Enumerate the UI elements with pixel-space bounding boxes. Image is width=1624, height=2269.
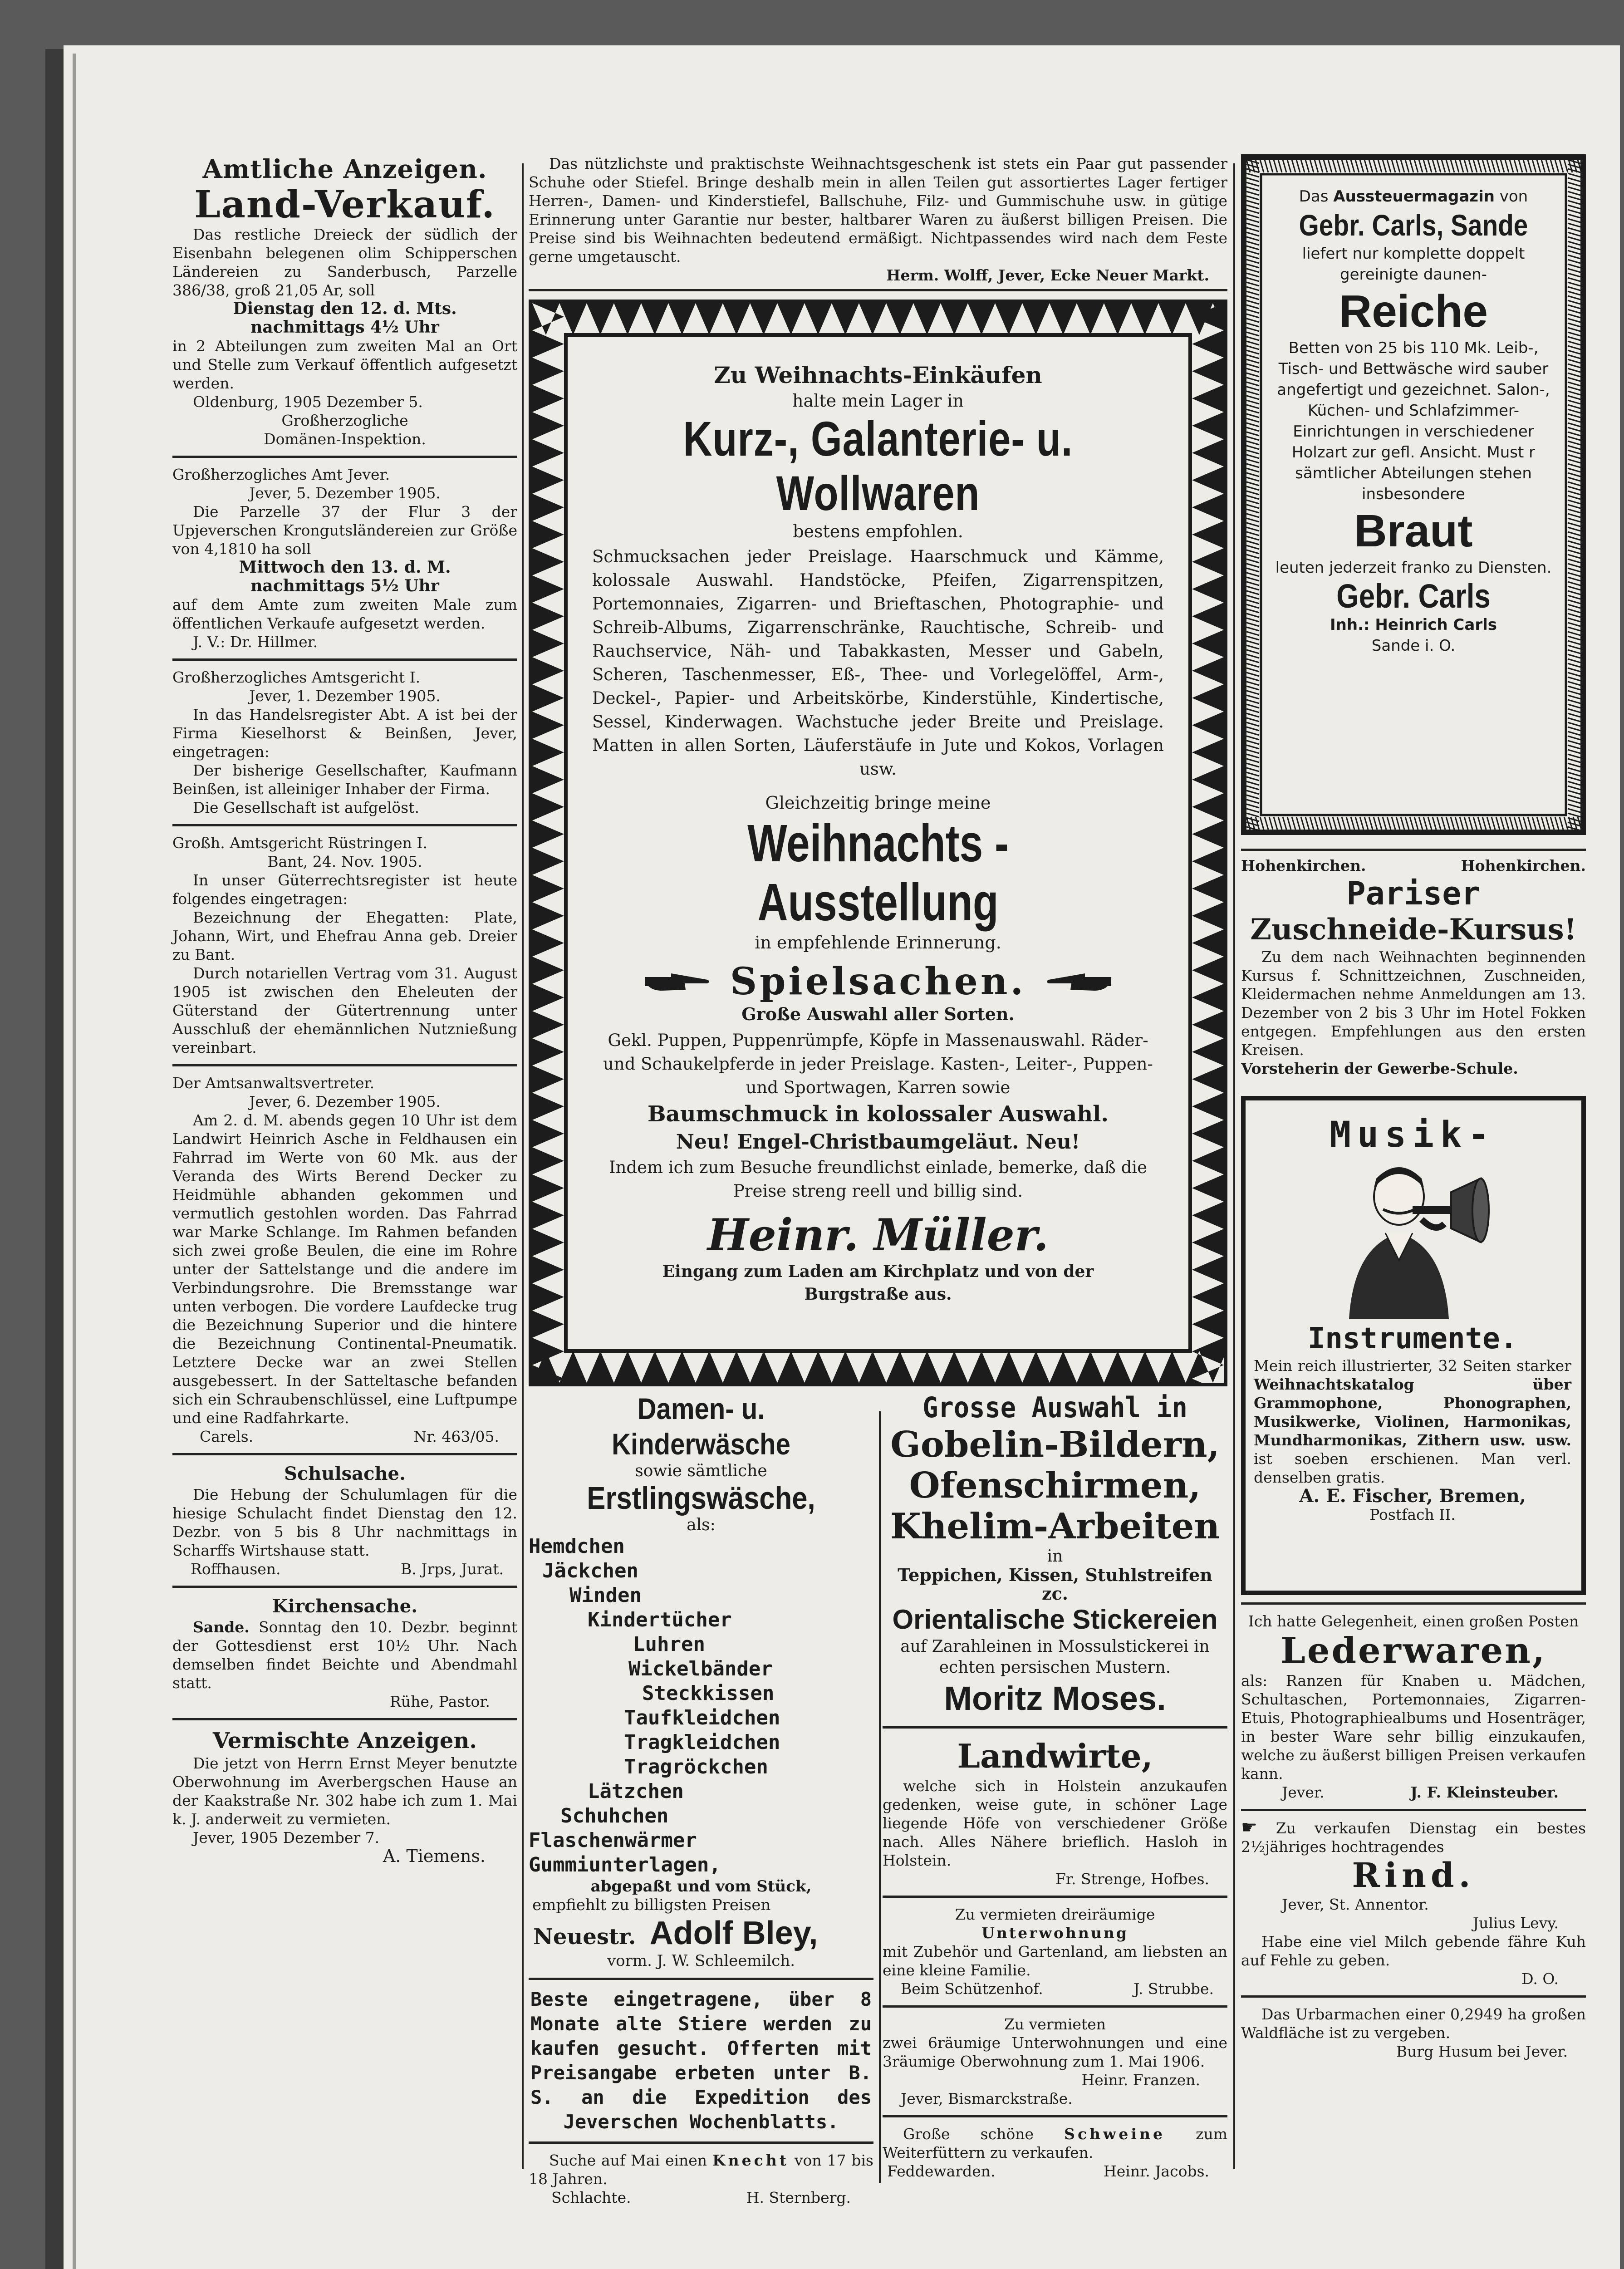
carls-name: Gebr. Carls, Sande: [1299, 208, 1528, 242]
damen-item: Luhren: [633, 1633, 705, 1656]
schweine-place: Feddewarden.: [887, 2162, 996, 2180]
musik-name: A. E. Fischer, Bremen,: [1299, 1485, 1526, 1507]
schweine-text2: zum Weiterfüttern zu verkaufen.: [883, 2125, 1228, 2161]
damen-item-list: [529, 1534, 873, 1877]
divider: [172, 1718, 517, 1720]
damen-item: Gummiunterlagen,: [529, 1853, 721, 1876]
land-verkauf-sig1: Großherzogliche: [281, 412, 408, 429]
mueller-body1: Schmucksachen jeder Preislage. Haarschmuck und Kämme, kolossale Auswahl. Handstöcke, Pfeifen, Zigarrenspitzen, Portemonnaies, Zigarren- und Brieftaschen, Photographie- und Schreib-Albums, Zigarrenschränke, Rauchtische, Schreib- und Rauchservice, Näh- und Tabakkasten, Messer und Gabeln, Scheren, Taschenmesser, Eß-, Thee- und Vorlegelöffel, Arm-, Deckel-, Papier- und Arbeitskörbe, Kinderstühle, Kindertische, Sessel, Kinderwagen. Wachstuche jeder Breite und Preislage. Matten in allen Sorten, Läuferstäufe in Jute und Kokos, Vorlagen usw.: [592, 547, 1164, 779]
divider: [529, 289, 1227, 291]
damen-item: Tragkleidchen: [624, 1731, 780, 1754]
divider: [172, 658, 517, 661]
carls-place: Sande i. O.: [1371, 637, 1456, 655]
unter1-sig-row: [883, 1979, 1227, 1998]
damen-item: Wickelbänder: [628, 1657, 773, 1680]
knecht-advertisement: [529, 2151, 873, 2188]
jever-notice-day: Mittwoch den 13. d. M.: [239, 558, 451, 577]
grosse-line3: auf Zarahleinen in Mossulstickerei in echten persischen Mustern.: [900, 1637, 1210, 1677]
divider: [172, 456, 517, 458]
rind-advertisement: [1241, 1818, 1586, 1856]
amtsanwalt-nr: Nr. 463/05.: [413, 1428, 499, 1445]
column-official-notices: [172, 154, 517, 1866]
schweine-advertisement: [883, 2125, 1227, 2162]
damen-line2: als:: [687, 1516, 716, 1534]
grosse-line1: in: [1047, 1547, 1063, 1566]
carls-line4: leuten jederzeit franko zu Diensten.: [1275, 559, 1552, 577]
divider: [529, 2141, 873, 2144]
leder-sig-row: [1241, 1783, 1586, 1802]
musik-content: [1254, 1114, 1571, 1524]
amtsgericht-date: Jever, 1. Dezember 1905.: [249, 687, 441, 705]
hohenkirchen-right: Hohenkirchen.: [1461, 857, 1586, 874]
carls-intro: [1268, 186, 1559, 207]
zuschneide-text: Zu dem nach Weihnachten beginnenden Kursus f. Schnittzeichnen, Zuschneiden, Kleidermachen nehme Anmeldungen am 13. Dezember von 2 bis 3 Uhr im Hotel Fokken entgegen. Empfehlungen aus den ersten Kreisen.: [1241, 948, 1586, 1059]
kuh-sig: D. O.: [1521, 1970, 1559, 1988]
lower-advertisements: [529, 1386, 1227, 2207]
damen-item: Winden: [569, 1584, 642, 1607]
amtsgericht-text2: Der bisherige Gesellschafter, Kaufmann Beinßen, ist alleiniger Inhaber der Firma.: [172, 761, 517, 798]
damen-item: Flaschenwärmer: [529, 1829, 697, 1852]
land-verkauf-text2: in 2 Abteilungen zum zweiten Mal an Ort und Stelle zum Verkauf öffentlich aufgesetzt werden.: [172, 337, 517, 392]
carls-body: Betten von 25 bis 110 Mk. Leib-, Tisch- und Bettwäsche wird sauber angefertigt und gezeichnet. Salon-, Küchen- und Schlafzimmer-Einrichtungen in verschiedener Holzart zur gefl. Ansicht. Must r sämtlicher Abteilungen stehen insbesondere: [1277, 339, 1550, 503]
divider: [1241, 1995, 1586, 1998]
jever-notice-text2: auf dem Amte zum zweiten Male zum öffentlichen Verkaufe aufgesetzt werden.: [172, 596, 517, 632]
mueller-body3: Indem ich zum Besuche freundlichst einlade, bemerke, daß die Preise streng reell und billig sind.: [608, 1158, 1148, 1201]
landwirte-heading: Landwirte,: [957, 1737, 1153, 1775]
kirchensache-sig: Rühe, Pastor.: [390, 1693, 490, 1710]
kirchensache-place: Sande.: [193, 1618, 250, 1636]
damen-item: Kindertücher: [588, 1608, 732, 1631]
unter2-sig: Heinr. Franzen.: [1081, 2071, 1200, 2089]
mueller-headline-ausstellung: Weihnachts - Ausstellung: [747, 814, 1009, 932]
divider: [883, 1726, 1227, 1729]
knecht-word: Knecht: [712, 2151, 789, 2169]
grosse-line2: Teppichen, Kissen, Stuhlstreifen zc.: [898, 1565, 1212, 1604]
pointing-hand-left-icon: [1044, 968, 1112, 995]
rind-heading: Rind.: [1352, 1856, 1475, 1895]
carls-intro-das: Das: [1299, 187, 1329, 206]
damen-shop-sub: vorm. J. W. Schleemilch.: [607, 1952, 795, 1970]
mueller-line2: halte mein Lager in: [792, 391, 964, 411]
musik-title2: Instrumente.: [1307, 1322, 1518, 1356]
divider: [1241, 849, 1586, 851]
damen-item: Jäckchen: [542, 1559, 638, 1582]
wolff-ad-text: Das nützlichste und praktischste Weihnachtsgeschenk ist stets ein Paar gut passender Schuhe oder Stiefel. Bringe deshalb mein in allen Teilen gut assortiertes Lager fertiger Herren-, Damen- und Kinderstiefel, Ballschuhe, Filz- und Gummischuhe usw. in gütige Erinnerung unter Garantie nur bester, haltbarer Waren zu äußerst billigen Preisen. Die Preise sind bis Weihnachten bedeutend ermäßigt. Nichtpassendes wird nach dem Feste gerne umgetauscht.: [529, 155, 1227, 265]
divider: [172, 1586, 517, 1588]
mueller-headline-kurzwaren: Kurz-, Galanterie- u. Wollwaren: [683, 411, 1073, 521]
column-advertisements-right: [1241, 154, 1586, 2061]
damen-item: Steckkissen: [642, 1682, 775, 1705]
knecht-sig: H. Sternberg.: [746, 2189, 851, 2206]
damen-title: Damen- u. Kinderwäsche: [612, 1392, 790, 1461]
damen-item: Taufkleidchen: [624, 1706, 780, 1729]
mueller-line8: Neu! Engel-Christbaumgeläut. Neu!: [676, 1130, 1080, 1154]
landwirte-sig: Fr. Strenge, Hofbes.: [1055, 1870, 1209, 1888]
musik-text2: ist soeben erschienen. Man verl. denselben gratis.: [1254, 1450, 1571, 1486]
schweine-text1: Große schöne: [903, 2125, 1034, 2143]
schulsache-place: Roffhausen.: [191, 1560, 281, 1578]
amtsanwalt-sig-row: [172, 1427, 517, 1446]
unter2-text: zwei 6räumige Unterwohnungen und eine 3räumige Oberwohnung zum 1. Mai 1906.: [883, 2034, 1227, 2070]
landwirte-text: welche sich in Holstein anzukaufen gedenken, weise gute, in schöner Lage liegende Höfe von verschiedener Größe nach. Alles Nähere brieflich. Hasloh in Holstein.: [883, 1777, 1227, 1869]
unter1-text: mit Zubehör und Gartenland, am liebsten an eine kleine Familie.: [883, 1943, 1227, 1979]
divider: [883, 2115, 1227, 2117]
grosse-title4: Khelim-Arbeiten: [890, 1506, 1220, 1547]
amtsanwalt-sig: Carels.: [200, 1428, 254, 1445]
carls-advertisement: [1241, 154, 1586, 835]
vermischte-heading: Vermischte Anzeigen.: [212, 1728, 477, 1753]
damen-title2: Erstlingswäsche,: [587, 1480, 815, 1516]
carls-name2: Gebr. Carls: [1336, 577, 1491, 615]
unter1-line1: Zu vermieten dreiräumige: [955, 1906, 1155, 1923]
jever-notice-sig: J. V.: Dr. Hillmer.: [193, 633, 318, 651]
divider: [172, 824, 517, 826]
wolff-ad-signature: Herm. Wolff, Jever, Ecke Neuer Markt.: [886, 266, 1209, 284]
mueller-spielsachen: Spielsachen.: [730, 960, 1026, 1003]
hohenkirchen-row: [1241, 856, 1586, 875]
grosse-title2: Gobelin-Bildern,: [890, 1424, 1220, 1465]
urbar-text: Das Urbarmachen einer 0,2949 ha großen Waldfläche ist zu vergeben.: [1241, 2005, 1586, 2042]
page-binding-edge: [73, 54, 76, 2269]
divider: [172, 1453, 517, 1455]
knecht-place: Schlachte.: [551, 2189, 631, 2206]
damen-item: Hemdchen: [529, 1535, 625, 1558]
mueller-ad-content: [574, 343, 1182, 1341]
damen-item: Tragröckchen: [624, 1755, 768, 1778]
musik-title: Musik-: [1330, 1115, 1496, 1155]
amtsgericht-text3: Die Gesellschaft ist aufgelöst.: [193, 799, 419, 816]
damen-shop-name: Adolf Bley,: [649, 1915, 818, 1951]
ruestringen-text2: Bezeichnung der Ehegatten: Plate, Johann, Wirt, und Ehefrau Anna geb. Dreier zu Bant.: [172, 909, 517, 963]
mueller-line4: Gleichzeitig bringe meine: [765, 793, 991, 813]
damen-line1: sowie sämtliche: [635, 1462, 767, 1480]
mueller-advertisement: [529, 300, 1227, 1386]
vermischte-date: Jever, 1905 Dezember 7.: [193, 1829, 380, 1847]
damen-line3: abgepaßt und vom Stück,: [590, 1877, 812, 1896]
musik-addr: Postfach II.: [1369, 1506, 1456, 1523]
ruestringen-text: In unser Güterrechtsregister ist heute folgendes eingetragen:: [172, 871, 517, 908]
knecht-text2: von 17 bis 18 Jahren.: [529, 2151, 873, 2188]
mueller-signature: Heinr. Müller.: [707, 1209, 1049, 1261]
land-verkauf-sig2: Domänen-Inspektion.: [264, 430, 426, 448]
amtsanwalt-head: Der Amtsanwaltsvertreter.: [172, 1074, 375, 1092]
trumpet-player-illustration: [1331, 1156, 1494, 1319]
gobelin-advertisement: [883, 1386, 1227, 2181]
zuschneide-sig: Vorsteherin der Gewerbe-Schule.: [1241, 1060, 1518, 1077]
musik-text: [1254, 1356, 1571, 1487]
unter2-line1: Zu vermieten: [1004, 2015, 1106, 2033]
schweine-sig: Heinr. Jacobs.: [1103, 2162, 1209, 2180]
rind-sig: Julius Levy.: [1472, 1914, 1559, 1932]
carls-intro-magazin: Aussteuermagazin: [1333, 187, 1495, 206]
section-heading-amtliche: Amtliche Anzeigen.: [202, 154, 487, 184]
leder-sig: J. F. Kleinsteuber.: [1410, 1783, 1559, 1801]
divider: [1241, 1809, 1586, 1811]
mueller-line6: Große Auswahl aller Sorten.: [741, 1004, 1015, 1024]
kirchensache-heading: Kirchensache.: [272, 1596, 418, 1617]
grosse-title5: Orientalische Stickereien: [892, 1604, 1218, 1635]
musik-advertisement: [1241, 1096, 1586, 1595]
ruestringen-head: Großh. Amtsgericht Rüstringen I.: [172, 834, 427, 852]
schulsache-sig-row: [172, 1560, 517, 1578]
urbar-sig: Burg Husum bei Jever.: [1396, 2043, 1568, 2060]
land-verkauf-date: Dienstag den 12. d. Mts.: [233, 299, 457, 318]
ruestringen-date: Bant, 24. Nov. 1905.: [267, 853, 422, 870]
rind-place: Jever, St. Annentor.: [1282, 1896, 1429, 1913]
land-verkauf-place: Oldenburg, 1905 Dezember 5.: [193, 393, 423, 411]
divider: [883, 2005, 1227, 2008]
kirchensache-text: [172, 1618, 517, 1692]
amtsanwalt-date: Jever, 6. Dezember 1905.: [249, 1093, 441, 1110]
leder-text1: Ich hatte Gelegenheit, einen großen Posten: [1248, 1612, 1579, 1630]
mueller-footer: Eingang zum Laden am Kirchplatz und von der Burgstraße aus.: [662, 1262, 1094, 1304]
carls-braut: Braut: [1354, 506, 1473, 556]
mueller-body2: Gekl. Puppen, Puppenrümpfe, Köpfe in Massenauswahl. Räder- und Schaukelpferde in jeder Preislage. Kasten-, Leiter-, Puppen- und Sportwagen, Karren sowie: [603, 1031, 1153, 1097]
jever-notice-head: Großherzogliches Amt Jever.: [172, 466, 390, 483]
grosse-title3: Ofenschirmen,: [909, 1465, 1201, 1506]
unter1-sig: J. Strubbe.: [1133, 1980, 1214, 1998]
divider: [883, 1896, 1227, 1898]
pariser-heading: Pariser: [1346, 875, 1481, 912]
column-rule-3: [1233, 163, 1235, 2169]
unter2-place: Jever, Bismarckstraße.: [901, 2090, 1073, 2107]
jever-notice-date: Jever, 5. Dezember 1905.: [249, 484, 441, 502]
schulsache-sig: B. Jrps, Jurat.: [401, 1560, 504, 1578]
amtsanwalt-text: Am 2. d. M. abends gegen 10 Uhr ist dem Landwirt Heinrich Asche in Feldhausen ein Fahrrad im Werte von 60 Mk. aus der Veranda des Wirts Berend Decker zu Heidmühle abhanden gekommen und vermutlich gestohlen worden. Das Fahrrad war Marke Schlange. Im Rahmen befanden sich zwei große Beulen, die eine im Rohre unter der Sattelstange und die andere im Verbindungsrohre. Die Bremsstange war unten verbogen. Die vordere Laufdecke trug die Bezeichnung Superior und die hintere die Bezeichnung Continental-Pneumatik. Letztere Decke war an zwei Stellen ausgebessert. In der Satteltasche befanden sich ein Schraubenschlüssel, eine Luftpumpe und eine Radfahrkarte.: [172, 1111, 517, 1427]
column-rule-1: [522, 163, 524, 2169]
musik-text1: Mein reich illustrierter, 32 Seiten starker: [1254, 1357, 1571, 1375]
leder-place: Jever.: [1282, 1783, 1325, 1801]
unter1-place: Beim Schützenhof.: [901, 1980, 1043, 1998]
schulsache-text: Die Hebung der Schulumlagen für die hiesige Schulacht findet Dienstag den 12. Dezbr. von 5 bis 8 Uhr nachmittags in Scharffs Wirtshause statt.: [172, 1486, 517, 1559]
ruestringen-text3: Durch notariellen Vertrag vom 31. August 1905 ist zwischen den Eheleuten der Güterstand der Gütertrennung unter Ausschluß der ehemännlichen Nutznießung vereinbart.: [172, 964, 517, 1056]
carls-intro-von: von: [1499, 187, 1528, 206]
stiere-advertisement: Beste eingetragene, über 8 Monate alte Stiere werden zu kaufen gesucht. Offerten mit Preisangabe erbeten unter B. S. an die Expedition des Jeverschen Wochenblatts.: [530, 1988, 872, 2133]
mueller-spielsachen-row: [592, 960, 1164, 1003]
rind-text: Zu verkaufen Dienstag ein bestes 2½jähriges hochtragendes: [1241, 1819, 1586, 1856]
mueller-line1: Zu Weihnachts-Einkäufen: [714, 362, 1042, 388]
carls-inhaber: Inh.: Heinrich Carls: [1330, 616, 1497, 634]
unter1-line2: Unterwohnung: [981, 1924, 1128, 1942]
jever-notice-time: nachmittags 5½ Uhr: [250, 576, 439, 595]
damen-item: Lätzchen: [588, 1780, 684, 1803]
pointing-hand-right-icon: [644, 968, 712, 995]
schweine-sig-row: [883, 2162, 1227, 2181]
damen-shop-row: [529, 1915, 873, 1952]
knecht-text1: Suche auf Mai einen: [549, 2151, 707, 2169]
leder-text2: als: Ranzen für Knaben u. Mädchen, Schultaschen, Portemonnaies, Zigarren-Etuis, Photographiealbums und Hosenträger, in bester Ware sehr billig einzukaufen, welche zu äußerst billigen Preisen verkaufen kann.: [1241, 1672, 1586, 1783]
schweine-word: Schweine: [1064, 2125, 1165, 2143]
grosse-title1: Grosse Auswahl in: [922, 1391, 1187, 1424]
damenwaesche-advertisement: [529, 1386, 873, 2207]
carls-reiche: Reiche: [1339, 286, 1488, 337]
land-verkauf-time: nachmittags 4½ Uhr: [250, 318, 439, 337]
vermischte-text: Die jetzt von Herrn Ernst Meyer benutzte Oberwohnung im Averbergschen Hause an der Kaakstraße Nr. 302 habe ich zum 1. Mai k. J. anderweit zu vermieten.: [172, 1754, 517, 1828]
land-verkauf-heading: Land-Verkauf.: [194, 183, 496, 226]
carls-line2: liefert nur komplette doppelt gereinigte daunen-: [1302, 245, 1525, 284]
mueller-line7: Baumschmuck in kolossaler Auswahl.: [647, 1101, 1109, 1127]
grosse-shop: Moritz Moses.: [944, 1680, 1166, 1717]
amtsgericht-head: Großherzogliches Amtsgericht I.: [172, 668, 421, 686]
damen-item: Schuhchen: [560, 1804, 669, 1827]
column-advertisements-center: [529, 154, 1227, 2207]
divider: [529, 1978, 873, 1980]
schulsache-heading: Schulsache.: [284, 1463, 406, 1484]
divider: [172, 1064, 517, 1066]
mueller-line5: in empfehlende Erinnerung.: [755, 933, 1001, 953]
jever-notice-text: Die Parzelle 37 der Flur 3 der Upjeverschen Krongutsländereien zur Größe von 4,1810 ha soll: [172, 503, 517, 558]
damen-shop-street: Neuestr.: [533, 1924, 636, 1950]
knecht-sig-row: [529, 2188, 873, 2207]
hohenkirchen-left: Hohenkirchen.: [1241, 857, 1366, 874]
amtsgericht-text: In das Handelsregister Abt. A ist bei der Firma Kieselhorst & Beinßen, Jever, eingetragen:: [172, 706, 517, 761]
vermischte-sig: A. Tiemens.: [383, 1846, 486, 1866]
land-verkauf-text: Das restliche Dreieck der südlich der Eisenbahn belegenen olim Schipperschen Ländereien zu Sanderbusch, Parzelle 386/38, groß 21,05 Ar, soll: [172, 226, 517, 299]
leder-heading: Lederwaren,: [1280, 1630, 1546, 1671]
kirchensache-body: Sonntag den 10. Dezbr. beginnt der Gottesdienst erst 10½ Uhr. Nach demselben findet Beichte und Abendmahl statt.: [172, 1618, 517, 1692]
mueller-line3: bestens empfohlen.: [793, 521, 963, 541]
carls-content: [1268, 186, 1559, 656]
zuschneide-heading: Zuschneide-Kursus!: [1250, 913, 1577, 947]
divider: [1241, 1602, 1586, 1605]
pointing-hand-icon: ☛: [1241, 1817, 1257, 1838]
kuh-text: Habe eine viel Milch gebende fähre Kuh auf Fehle zu geben.: [1241, 1933, 1586, 1969]
musik-text-bold: Weihnachtskatalog über Grammophone, Phonographen, Musikwerke, Violinen, Harmonikas, Mundharmonikas, Zithern usw. usw.: [1254, 1375, 1571, 1449]
damen-line4: empfiehlt zu billigsten Preisen: [532, 1896, 771, 1914]
